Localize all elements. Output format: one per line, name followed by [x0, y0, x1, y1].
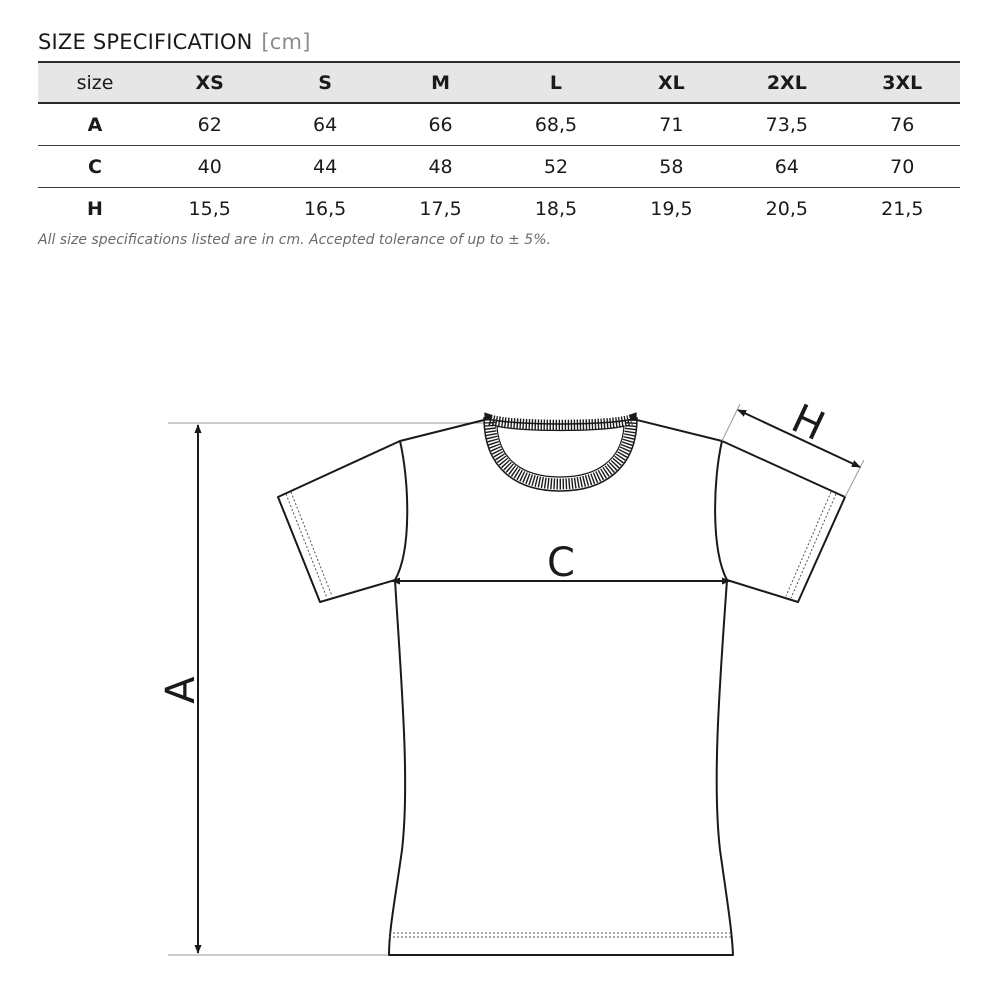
size-l: L	[549, 71, 563, 94]
table-cell: 48	[428, 155, 453, 178]
size-2xl: 2XL	[766, 71, 807, 94]
table-cell: 20,5	[765, 197, 808, 220]
table-cell: 58	[659, 155, 684, 178]
title-unit: [cm]	[261, 30, 311, 54]
table-cell: 17,5	[419, 197, 462, 220]
size-xs: XS	[195, 71, 224, 94]
table-cell: 64	[774, 155, 799, 178]
size-m: M	[431, 71, 451, 94]
collar-rib	[490, 420, 631, 484]
left-sleeve-stitch	[286, 494, 327, 598]
row-label-c: C	[88, 155, 102, 178]
table-cell: 44	[313, 155, 338, 178]
table-cell: 66	[428, 113, 453, 136]
table-cell: 70	[890, 155, 915, 178]
row-label-a: A	[87, 113, 103, 136]
right-sleeve-stitch	[791, 494, 836, 598]
table-cell: 18,5	[534, 197, 578, 220]
table-cell: 68,5	[534, 113, 578, 136]
table-cell: 19,5	[650, 197, 693, 220]
length-label: A	[158, 676, 204, 704]
sleeve-guide-bottom	[845, 460, 864, 497]
table-cell: 40	[197, 155, 222, 178]
table-cell: 16,5	[303, 197, 347, 220]
left-sleeve-outline	[278, 441, 400, 602]
tolerance-note: All size specifications listed are in cm. Accepted tolerance of up to ± 5%.	[38, 232, 551, 248]
table-cell: 73,5	[765, 113, 808, 136]
size-header-label: size	[76, 71, 114, 94]
table-cell: 76	[890, 113, 915, 136]
size-s: S	[318, 71, 332, 94]
size-xl: XL	[658, 71, 685, 94]
table-cell: 64	[313, 113, 338, 136]
chest-label: C	[547, 540, 575, 586]
table-cell: 62	[197, 113, 222, 136]
size-3xl: 3XL	[882, 71, 923, 94]
tshirt-body-outline	[389, 419, 733, 955]
table-cell: 71	[659, 113, 684, 136]
sleeve-label: H	[784, 395, 832, 451]
title-text: SIZE SPECIFICATION	[38, 30, 253, 54]
table-cell: 52	[543, 155, 569, 178]
row-label-h: H	[87, 197, 103, 220]
right-sleeve-outline	[722, 441, 845, 602]
table-cell: 21,5	[881, 197, 924, 220]
sleeve-guide-top	[722, 404, 740, 441]
table-cell: 15,5	[188, 197, 231, 220]
